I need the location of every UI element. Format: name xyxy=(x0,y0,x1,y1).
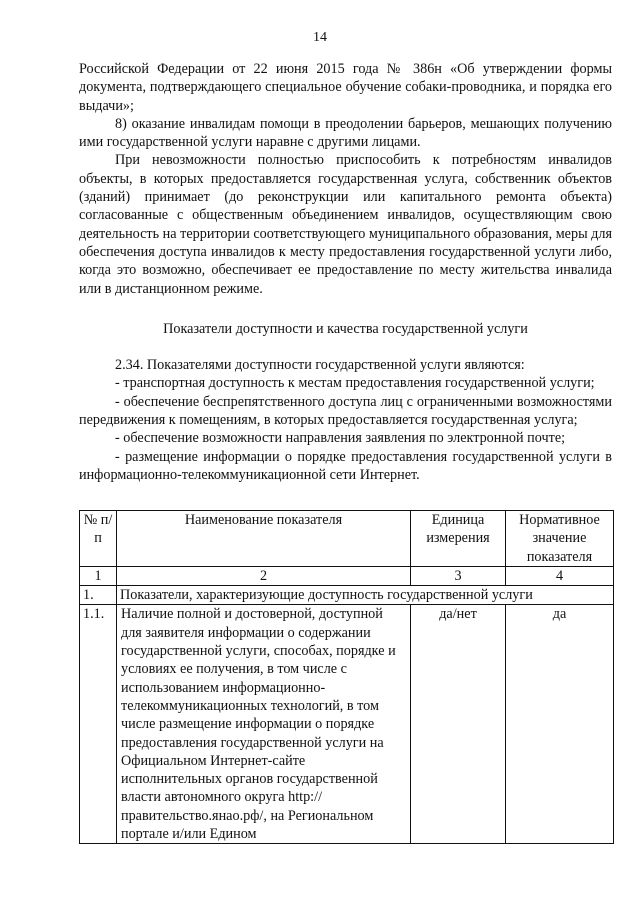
list-item: - обеспечение возможности направления заявления по электронной почте; xyxy=(115,430,566,447)
paragraph: 2.34. Показателями доступности государственной услуги являются: xyxy=(115,357,525,374)
document-body xyxy=(79,60,612,484)
table-section-row xyxy=(80,586,614,605)
numbering-cell: 2 xyxy=(117,566,411,585)
table-header-row xyxy=(80,511,614,567)
table-numbering-row xyxy=(80,566,614,585)
header-unit: Единица измерения xyxy=(411,511,506,567)
header-value: Нормативное значение показателя xyxy=(506,511,614,567)
paragraph: При невозможности полностью приспособить к потребностям инвалидов объекты, в которых предоставляется государственная услуга, собственник объектов (зданий) принимает (до реконструкции или капитального ремонта объекта) согласованные с общественным объединением инвалидов, осуществляющим свою деятельность на территории соответствующего муниципального образования, меры для обеспечения доступа инвалидов к месту предоставления государственной услуги либо, когда это возможно, обеспечивает ее предоставление по месту жительства инвалида или в дистанционном режиме. xyxy=(79,152,612,297)
section-title: Показатели, характеризующие доступность государственной услуги xyxy=(117,586,614,605)
row-value: да xyxy=(506,605,614,844)
page-number: 14 xyxy=(313,30,327,45)
section-number: 1. xyxy=(80,586,117,605)
header-number: № п/п xyxy=(80,511,117,567)
indicators-table xyxy=(79,510,614,844)
paragraph: 8) оказание инвалидам помощи в преодолении барьеров, мешающих получению ими государственной услуги наравне с другими лицами. xyxy=(79,115,612,151)
row-number: 1.1. xyxy=(80,605,117,844)
table-row xyxy=(80,605,614,844)
numbering-cell: 1 xyxy=(80,566,117,585)
paragraph: Российской Федерации от 22 июня 2015 года № 386н «Об утверждении формы документа, подтверждающего специальное обучение собаки-проводника, и порядка его выдачи»; xyxy=(79,61,612,114)
list-item: - транспортная доступность к местам предоставления государственной услуги; xyxy=(115,375,595,392)
section-heading: Показатели доступности и качества государственной услуги xyxy=(163,320,528,337)
header-name: Наименование показателя xyxy=(117,511,411,567)
numbering-cell: 4 xyxy=(506,566,614,585)
row-unit: да/нет xyxy=(411,605,506,844)
row-name: Наличие полной и достоверной, доступной для заявителя информации о содержании государственной услуги, способах, порядке и условиях ее получения, в том числе с использованием информационно-телекоммуникационных технологий, в том числе размещение информации о порядке предоставления государственной услуги на Официальном Интернет-сайте исполнительных органов государственной власти автономного округа http://правительство.янао.рф/, на Региональном портале и/или Едином xyxy=(117,605,411,844)
list-item: - обеспечение беспрепятственного доступа лиц с ограниченными возможностями передвижения к помещениям, в которых предоставляется государственная услуга; xyxy=(79,393,612,429)
numbering-cell: 3 xyxy=(411,566,506,585)
list-item: - размещение информации о порядке предоставления государственной услуги в информационно-телекоммуникационной сети Интернет. xyxy=(79,448,612,483)
